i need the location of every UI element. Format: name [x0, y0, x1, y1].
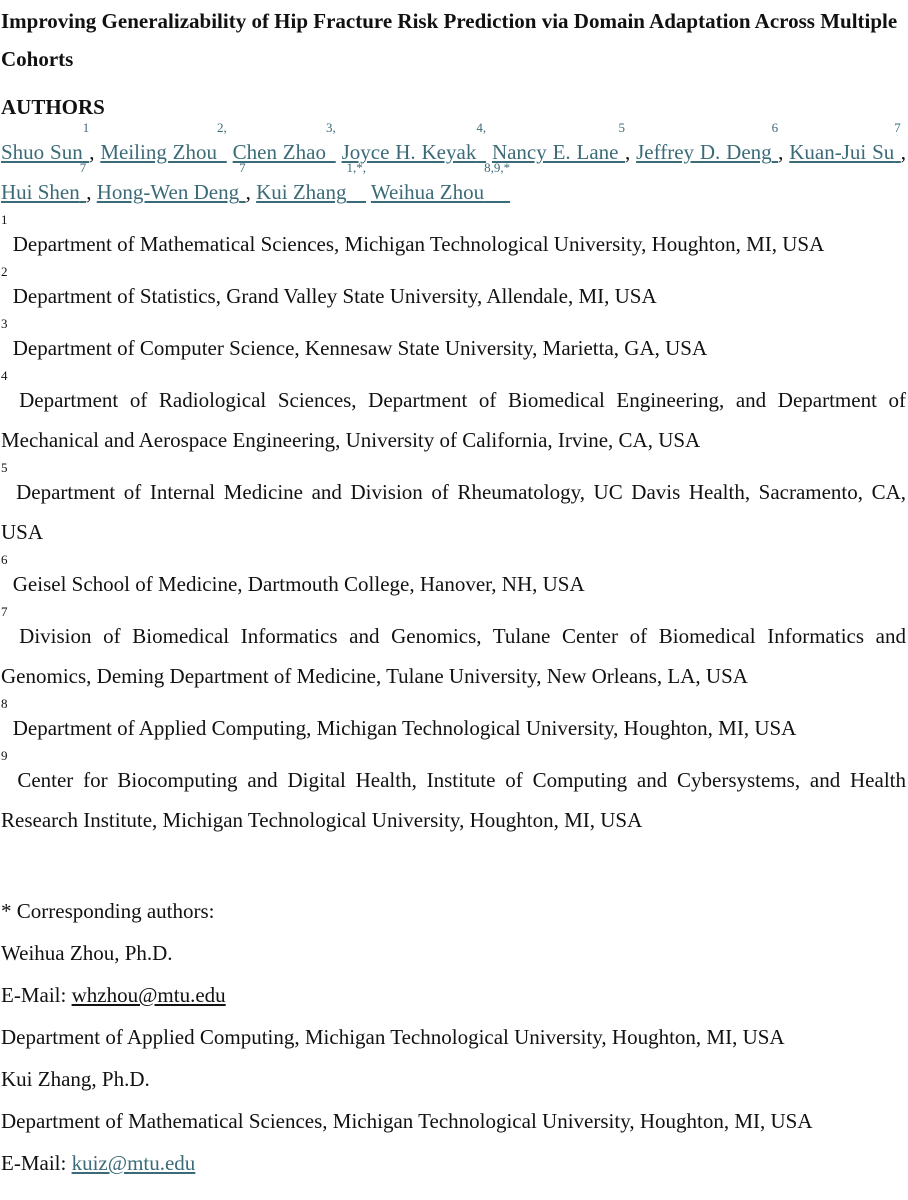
affiliation-number: 6	[1, 552, 8, 567]
author-affiliation-sup: 2,	[217, 120, 227, 135]
affiliation-text: Center for Biocomputing and Digital Health, Institute of Computing and Cybersystems, and Health Research Institute, Michigan Technological University, Houghton, MI, USA	[1, 768, 906, 832]
author-link[interactable]	[232, 120, 336, 164]
author-link[interactable]	[789, 120, 901, 164]
email-link[interactable]: kuiz@mtu.edu	[71, 1151, 196, 1175]
corresponding-email-line	[1, 1142, 906, 1184]
email-label: E-Mail:	[1, 1151, 72, 1175]
affiliation	[1, 696, 906, 748]
author-affiliation-sup: 7	[79, 160, 87, 175]
author-affiliation-sup: 4,	[476, 120, 487, 135]
affiliation-text: Department of Mathematical Sciences, Michigan Technological University, Houghton, MI, USA	[12, 232, 825, 256]
author-affiliation-sup: 8,9,*	[484, 160, 511, 175]
author-name: Meiling Zhou	[100, 140, 218, 164]
affiliation	[1, 264, 906, 316]
corresponding-authors	[1, 890, 906, 1184]
corresponding-address: Department of Mathematical Sciences, Michigan Technological University, Houghton, MI, USA	[1, 1109, 813, 1133]
affiliation	[1, 316, 906, 368]
author-separator: ,	[89, 140, 101, 164]
affiliation-number: 1	[1, 212, 8, 227]
author-separator: ,	[86, 180, 97, 204]
affiliation-number: 7	[1, 604, 8, 619]
affiliation-text: Division of Biomedical Informatics and Genomics, Tulane Center of Biomedical Informatics and Genomics, Deming Department of Medicine, Tulane University, New Orleans, LA, USA	[1, 624, 906, 688]
author-name: Nancy E. Lane	[491, 140, 619, 164]
author-name: Hong-Wen Deng	[96, 180, 240, 204]
author-link[interactable]	[636, 120, 779, 164]
author-affiliation-sup: 7	[894, 120, 901, 135]
author-link[interactable]	[256, 160, 367, 204]
affiliation-text: Department of Radiological Sciences, Department of Biomedical Engineering, and Department of Mechanical and Aerospace Engineering, University of California, Irvine, CA, USA	[1, 388, 907, 452]
author-name: Chen Zhao	[232, 140, 326, 164]
paper-title: Improving Generalizability of Hip Fracture Risk Prediction via Domain Adaptation Across Multiple Cohorts	[1, 9, 898, 71]
author-affiliation-sup: 1,*,	[346, 160, 367, 175]
affiliation-text: Department of Statistics, Grand Valley State University, Allendale, MI, USA	[12, 284, 657, 308]
affiliation-number: 2	[1, 264, 8, 279]
author-affiliation-sup: 3,	[325, 120, 336, 135]
corresponding-address: Department of Applied Computing, Michigan Technological University, Houghton, MI, USA	[1, 1025, 785, 1049]
corresponding-heading: * Corresponding authors:	[1, 899, 215, 923]
affiliation-number: 9	[1, 748, 8, 763]
affiliation	[1, 748, 906, 840]
affiliation-number: 4	[1, 368, 8, 383]
author-name: Kuan-Jui Su	[789, 140, 895, 164]
author-affiliation-sup: 6	[771, 120, 779, 135]
author-name: Joyce H. Keyak	[341, 140, 477, 164]
affiliation-number: 8	[1, 696, 8, 711]
author-link[interactable]	[1, 160, 87, 204]
author-separator: ,	[778, 140, 790, 164]
author-affiliation-sup: 5	[618, 120, 626, 135]
author-affiliation-sup: 7	[239, 160, 246, 175]
email-label: E-Mail:	[1, 983, 72, 1007]
affiliation	[1, 552, 906, 604]
affiliation-text: Department of Computer Science, Kennesaw State University, Marietta, GA, USA	[12, 336, 708, 360]
author-name: Jeffrey D. Deng	[636, 140, 772, 164]
authors-heading: AUTHORS	[1, 95, 105, 119]
affiliation	[1, 604, 906, 696]
author-list	[1, 120, 907, 212]
affiliation	[1, 368, 907, 460]
author-name: Weihua Zhou	[370, 180, 485, 204]
affiliation-text: Geisel School of Medicine, Dartmouth College, Hanover, NH, USA	[12, 572, 585, 596]
corresponding-name: Kui Zhang, Ph.D.	[1, 1067, 150, 1091]
affiliation	[1, 460, 907, 552]
author-name: Shuo Sun	[1, 140, 83, 164]
author-link[interactable]	[100, 120, 227, 164]
author-separator: ,	[245, 180, 257, 204]
author-name: Kui Zhang	[256, 180, 347, 204]
author-link[interactable]	[1, 120, 90, 164]
affiliation-text: Department of Internal Medicine and Division of Rheumatology, UC Davis Health, Sacramento, CA, USA	[1, 480, 907, 544]
affiliation-number: 3	[1, 316, 8, 331]
corresponding-email-line	[1, 974, 906, 1016]
author-affiliation-sup: 1	[82, 120, 90, 135]
affiliation-text: Department of Applied Computing, Michigan Technological University, Houghton, MI, USA	[12, 716, 797, 740]
author-link[interactable]	[370, 160, 511, 204]
affiliation	[1, 212, 906, 264]
author-separator: ,	[900, 140, 907, 164]
author-link[interactable]	[96, 160, 246, 204]
author-separator: ,	[625, 140, 637, 164]
author-name: Hui Shen	[1, 180, 80, 204]
email-link[interactable]: whzhou@mtu.edu	[71, 983, 226, 1007]
author-link[interactable]	[491, 120, 626, 164]
corresponding-name: Weihua Zhou, Ph.D.	[1, 941, 173, 965]
affiliation-number: 5	[1, 460, 8, 475]
affiliation-list	[1, 212, 907, 840]
